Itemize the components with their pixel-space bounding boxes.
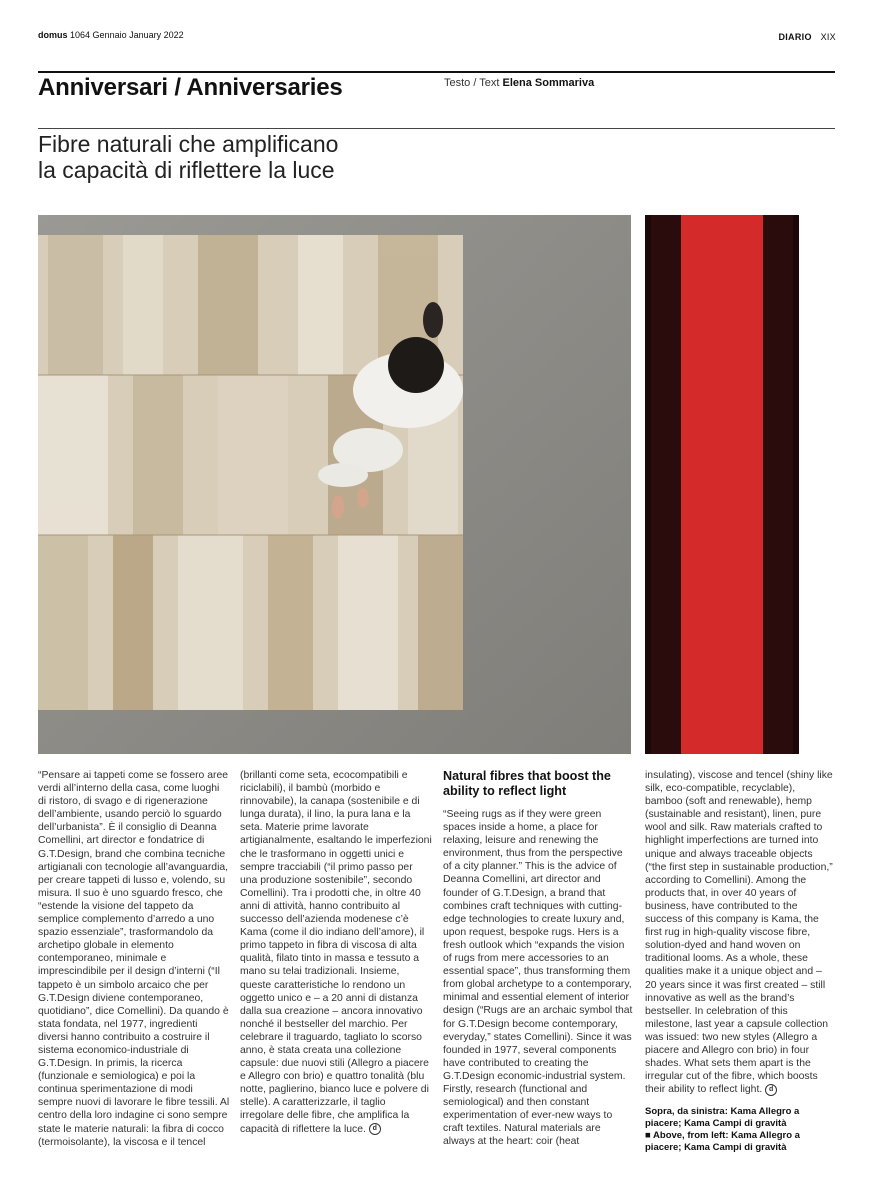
english-title: Natural fibres that boost the ability to reflect light [443,769,611,798]
english-text-column-1 [443,769,633,1148]
side-photo-red-rug [645,215,799,754]
italian-text-column-2 [240,769,432,1136]
italian-text-column-2-body: (brillanti come seta, ecocompatibili e riciclabili), il bambù (morbido e rinnovabile), la canapa (sostenibile e di lunga durata), il lino, la pura lana e la seta. Materie prime lavorate artigianalmente, esaltando le imperfezioni che le trasformano in oggetti unici e sempre tracciabili (“il primo passo per una produzione sostenibile”, secondo Comellini). Tra i prodotti che, in oltre 40 anni di attività, hanno contribuito al successo dell’azienda modenese c’è Kama (come il dio indiano dell’amore), il primo tappeto in fibra di viscosa di alta qualità, filato tinto in massa e tessuto a mano su telai tradizionali. Insieme, queste caratteristiche lo rendono un oggetto unico e – a 20 anni di distanza dalla sua creazione – ancora innovativo nonché il bestseller del marchio. Per celebrare il traguardo, tagliato lo scorso anno, è stata creata una collezione capsule: due nuovi stili (Allegro a piacere e Allegro con brio) e quattro tonalità (blu notte, paglierino, bianco luce e polvere di stelle). A caratterizzarle, il taglio irregolare delle fibre, che amplifica la capacità di riflettere la luce. [240,770,432,1135]
headline-rule [38,128,835,129]
english-text-column-1-body: “Seeing rugs as if they were green spaces inside a home, a place for relaxing, leisure and renewing the environment, thus from the perspective of a city planner.” This is the advice of Deanna Comellini, art director and founder of G.T.Design, a brand that combines craft techniques with cutting-edge technologies to create luxury and, upon request, bespoke rugs. Hers is a fresh outlook which “expands the vision of rugs from mere accessories to an essential space”, thus transforming them from global archetype to a contemporary, minimal and essential element of interior design (“Rugs are an archaic symbol that for G.T.Design become contemporary, everyday,” states Comellini). Since it was founded in 1977, several components have contributed to creating the G.T.Design economic-industrial system. Firstly, research (functional and semiological) and then constant experimentation of ever-new ways to craft textiles. Natural materials are always at the heart: coir (heat [443,809,633,1148]
byline-label: Testo / Text [444,77,500,89]
english-text-column-2-body: insulating), viscose and tencel (shiny like silk, eco-compatible, recyclable), bamboo (soft and renewable), hemp (sustainable and resistant), linen, pure wool and silk. Raw materials crafted to highlight imperfections are turned into unique and always traceable objects (“the first step in sustainable production,” according to Comellini). Among the products that, in over 40 years of business, have contributed to the success of this company is Kama, the first rug in high-quality viscose fibre, solution-dyed and hand woven on traditional looms. As a whole, these qualities make it a unique object and – 20 years since it was first created – still innovative as well as the brand’s bestseller. In celebration of this milestone, last year a capsule collection was issued: two new styles (Allegro a piacere and Allegro con brio) in four shades. What sets them apart is the irregular cut of the fibre, which boosts their ability to reflect light. [645,770,833,1096]
section-title: Anniversari / Anniversaries [38,74,343,101]
top-rule [38,71,835,73]
caption-english: ■ Above, from left: Kama Allegro a piacere; Kama Campi di gravità [645,1130,800,1154]
caption-italian: Sopra, da sinistra: Kama Allegro a piacere; Kama Campi di gravità [645,1106,800,1130]
headline [38,131,338,183]
magazine-brand: domus [38,30,68,40]
headline-line-2: la capacità di riflettere la luce [38,157,335,183]
photo-caption [645,1106,835,1154]
italian-text-column-1: “Pensare ai tappeti come se fossero aree verdi all’interno della casa, come luoghi di ristoro, di svago e di rigenerazione dell’ambiente, usando perciò lo sguardo dell’urbanista”. È il consiglio di Deanna Comellini, art director e fondatrice di G.T.Design, brand che combina tecniche artigianali con tecnologie all’avanguardia, per creare tappeti di lusso e, volendo, su misura. Il suo è uno sguardo fresco, che “estende la visione del tappeto da semplice complemento d’arredo a uno spazio essenziale”, trasformandolo da archetipo globale in elemento contemporaneo, minimale e imprescindibile per il design d’interni (“Il tappeto è un simbolo arcaico che per G.T.Design diviene contemporaneo, quotidiano”, dice Comellini). Da quando è stata fondata, nel 1977, ingredienti diversi hanno contribuito a costruire il sistema economico-industriale di G.T.Design. In primis, la ricerca (funzionale e semiologica) e poi la continua sperimentazione di modi sempre nuovi di lavorare le fibre tessili. Al centro della loro indagine ci sono sempre state le materie naturali: la fibra di cocco (termoisolante), la viscosa e il tencel [38,770,230,1148]
red-rug-illustration [645,215,799,754]
rug-photo-illustration [38,215,631,754]
running-header-left [38,30,184,40]
byline [444,77,594,89]
headline-line-1: Fibre naturali che amplificano [38,131,339,157]
section-name: DIARIO [778,32,812,42]
english-text-column-2 [645,769,835,1154]
page-number: XIX [820,32,836,42]
byline-author: Elena Sommariva [502,77,595,89]
end-mark-icon: d [369,1123,381,1135]
issue-info: 1064 Gennaio January 2022 [70,30,184,40]
main-photo-rug [38,215,631,754]
running-header-right [778,32,836,42]
end-mark-icon-en: d [765,1084,777,1096]
